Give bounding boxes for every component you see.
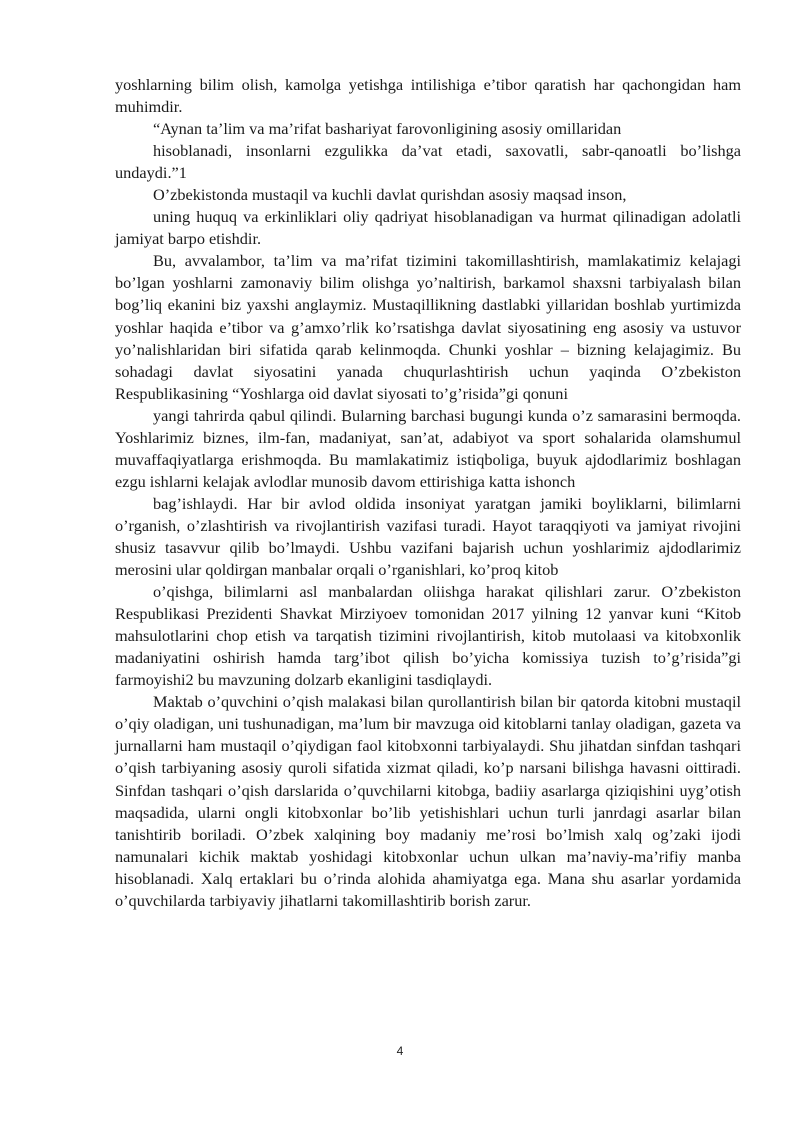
paragraph: Maktab o’quvchini o’qish malakasi bilan qurollantirish bilan bir qatorda kitobni mustaqil o’qiy oladigan, uni tushunadigan, ma’lum bir mavzuga oid kitoblarni tanlay oladigan, gazeta va jurnallarni ham mustaqil o’qiydigan faol kitobxonni tarbiyalaydi. Shu jihatdan sinfdan tashqari o’qish tarbiyaning asosiy quroli sifatida xizmat qiladi, ko’p narsani bilishga havasni oittiradi. Sinfdan tashqari o’qish darslarida o’quvchilarni kitobga, badiiy asarlarga qiziqishini uyg’otish maqsadida, ularni ongli kitobxonlar bo’lib yetishishlari uchun turli janrdagi asarlar bilan tanishtirib boriladi. O’zbek xalqining boy madaniy me’rosi bo’lmish xalq og’zaki ijodi namunalari kichik maktab yoshidagi kitobxonlar uchun ulkan ma’naviy-ma’rifiy manba hisoblanadi. Xalq ertaklari bu o’rinda alohida ahamiyatga ega. Mana shu asarlar yordamida o’quvchilarda tarbiyaviy jihatlarni takomillashtirib borish zarur. [115, 692, 741, 910]
paragraph: hisoblanadi, insonlarni ezgulikka da’vat etadi, saxovatli, sabr-qanoatli bo’lishga undaydi.”1 [115, 141, 741, 183]
paragraph: O’zbekistonda mustaqil va kuchli davlat qurishdan asosiy maqsad inson, [153, 185, 627, 205]
paragraph: “Aynan ta’lim va ma’rifat bashariyat farovonligining asosiy omillaridan [153, 119, 622, 139]
paragraph: uning huquq va erkinliklari oliy qadriyat hisoblanadigan va hurmat qilinadigan adolatli jamiyat barpo etishdir. [115, 207, 741, 249]
paragraph: Bu, avvalambor, ta’lim va ma’rifat tizimini takomillashtirish, mamlakatimiz kelajagi bo’lgan yoshlarni zamonaviy bilim olishga yo’naltirish, barkamol shaxsni tarbiyalash bilan bog’liq ekanini biz yaxshi anglaymiz. Mustaqillikning dastlabki yillaridan boshlab yurtimizda yoshlar haqida e’tibor va g’amxo’rlik ko’rsatishga davlat siyosatining eng asosiy va ustuvor yo’nalishlaridan biri sifatida qarab kelinmoqda. Chunki yoshlar – bizning kelajagimiz. Bu sohadagi davlat siyosatini yanada chuqurlashtirish uchun yaqinda O’zbekiston Respublikasining “Yoshlarga oid davlat siyosati to’g’risida”gi qonuni [115, 251, 741, 403]
paragraph: yangi tahrirda qabul qilindi. Bularning barchasi bugungi kunda o’z samarasini bermoqda. Yoshlarimiz biznes, ilm-fan, madaniyat, san’at, adabiyot va sport sohalarida olamshumul muvaffaqiyatlarga erishmoqda. Bu mamlakatimiz istiqboliga, buyuk ajdodlarimiz boshlagan ezgu ishlarni kelajak avlodlar munosib davom ettirishiga katta ishonch [115, 405, 741, 491]
paragraph: yoshlarning bilim olish, kamolga yetishga intilishiga e’tibor qaratish har qachongidan ham muhimdir. [115, 75, 741, 117]
document-body [115, 74, 741, 912]
paragraph: bag’ishlaydi. Har bir avlod oldida insoniyat yaratgan jamiki boyliklarni, bilimlarni o’rganish, o’zlashtirish va rivojlantirish vazifasi turadi. Hayot taraqqiyoti va jamiyat rivojini shusiz tasavvur qilib bo’lmaydi. Ushbu vazifani bajarish uchun yoshlarimiz ajdodlarimiz merosini ular qoldirgan manbalar orqali o’rganishlari, ko’proq kitob [115, 493, 741, 580]
page-number: 4 [396, 1044, 404, 1058]
paragraph: o’qishga, bilimlarni asl manbalardan oliishga harakat qilishlari zarur. O’zbekiston Respublikasi Prezidenti Shavkat Mirziyoev tomonidan 2017 yilning 12 yanvar kuni “Kitob mahsulotlarini chop etish va tarqatish tizimini rivojlantirish, kitob mutolaasi va kitobxonlik madaniyatini oshirish hamda targ’ibot qilish bo’yicha komissiya tuzish to’g’risida”gi farmoyishi2 bu mavzuning dolzarb ekanligini tasdiqlaydi. [115, 582, 741, 690]
